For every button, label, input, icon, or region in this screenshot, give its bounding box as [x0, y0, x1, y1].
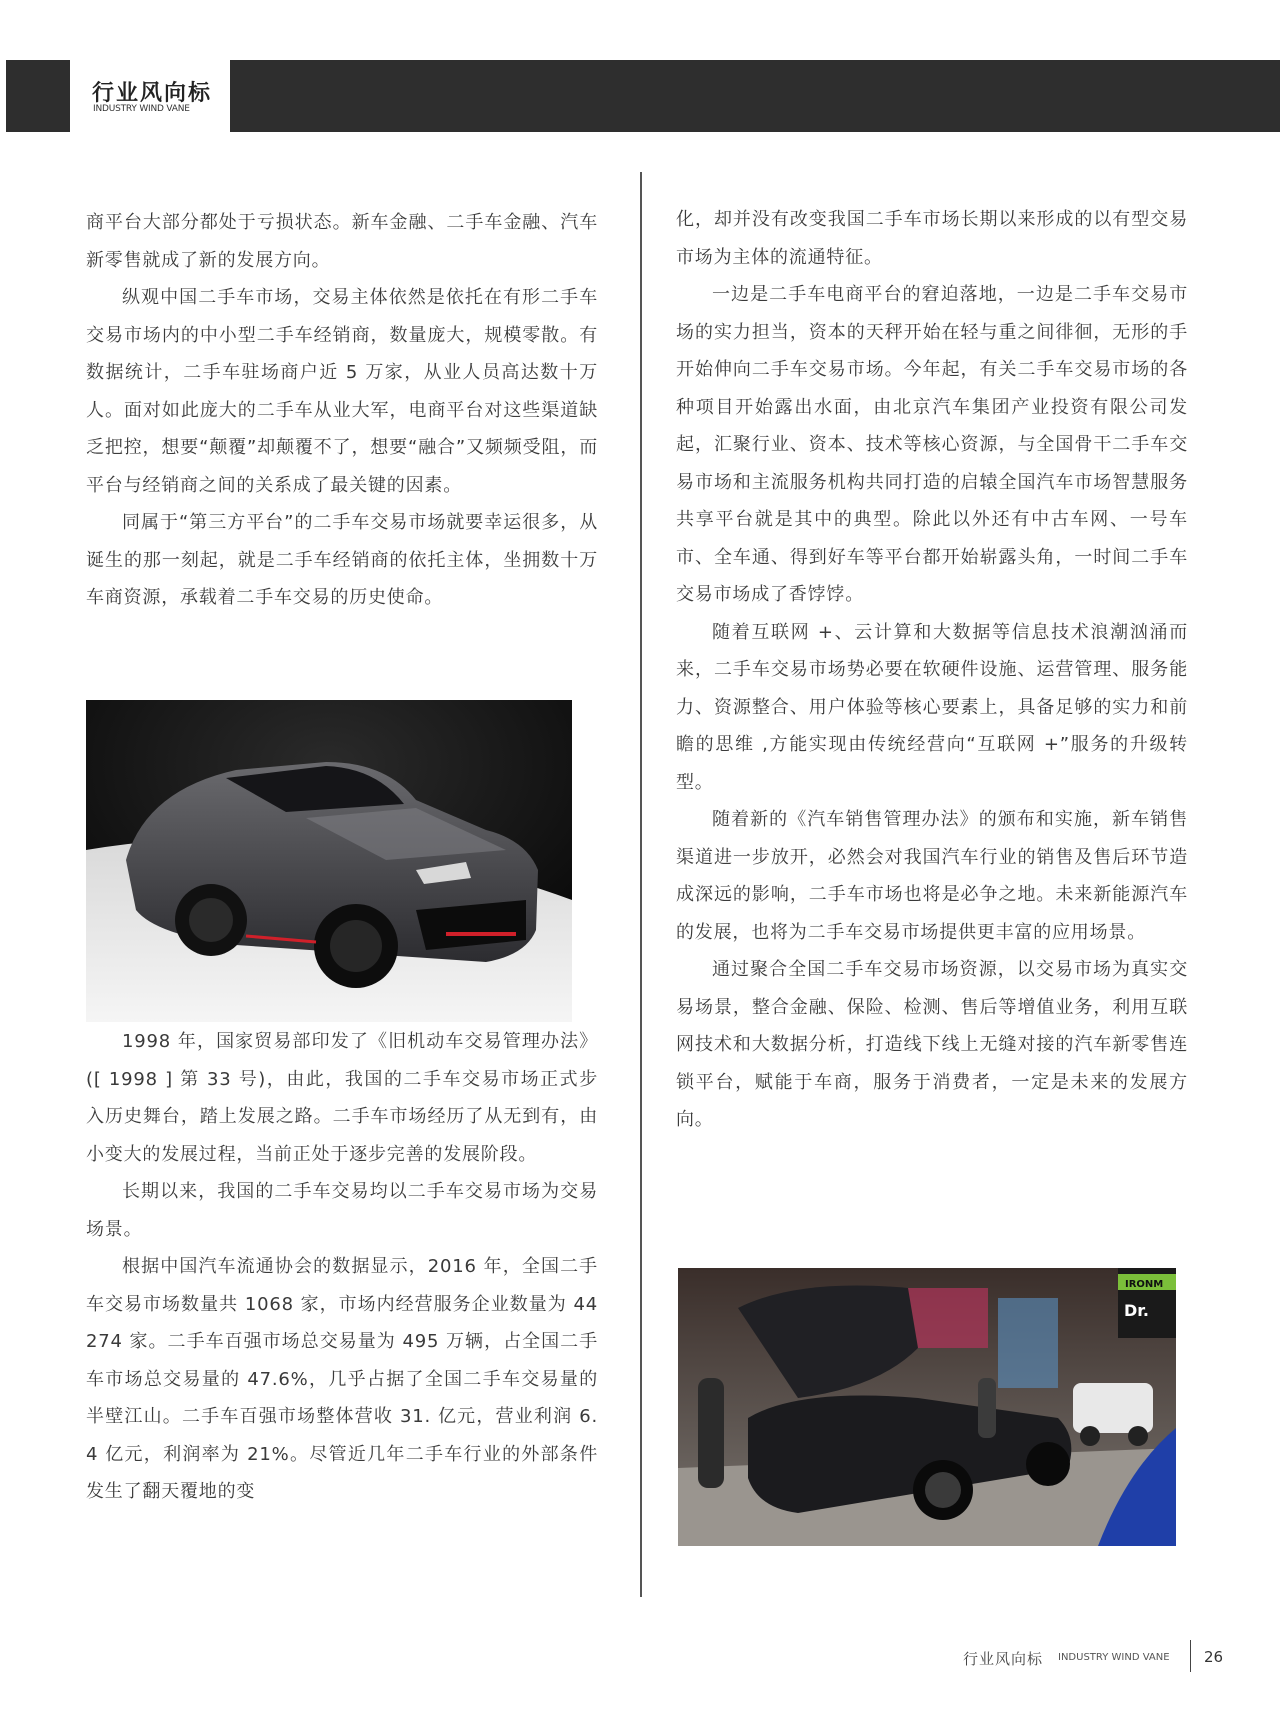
sign-ironm-text: IRONM	[1125, 1279, 1164, 1290]
paragraph: 1998 年，国家贸易部印发了《旧机动车交易管理办法》([ 1998 ] 第 33 号)，由此，我国的二手车交易市场正式步入历史舞台，踏上发展之路。二手车市场经历了从无到有，由小变大的发展过程，当前正处于逐步完善的发展阶段。	[86, 1031, 598, 1165]
left-column-bottom	[86, 1023, 598, 1511]
paragraph: 随着互联网 +、云计算和大数据等信息技术浪潮汹涌而来，二手车交易市场势必要在软硬件设施、运营管理、服务能力、资源整合、用户体验等核心要素上，具备足够的实力和前瞻的思维 ,方能实现由传统经营向“互联网 +”服务的升级转型。	[676, 621, 1188, 793]
section-subtitle: INDUSTRY WIND VANE	[93, 104, 190, 114]
paragraph: 根据中国汽车流通协会的数据显示，2016 年，全国二手车交易市场数量共 1068 家，市场内经营服务企业数量为 44274 家。二手车百强市场总交易量为 495 万辆，占全国二手车市场总交易量的 47.6%，几乎占据了全国二手车交易量的半壁江山。二手车百强市场整体营收 31. 亿元，营业利润 6.4 亿元，利润率为 21%。尽管近几年二手车行业的外部条件发生了翻天覆地的变	[86, 1256, 598, 1502]
footer-section-title: 行业风向标	[963, 1650, 1044, 1668]
paragraph: 一边是二手车电商平台的窘迫落地，一边是二手车交易市场的实力担当，资本的天秤开始在轻与重之间徘徊，无形的手开始伸向二手车交易市场。今年起，有关二手车交易市场的各种项目开始露出水面，由北京汽车集团产业投资有限公司发起，汇聚行业、资本、技术等核心资源，与全国骨干二手车交易市场和主流服务机构共同打造的启辕全国汽车市场智慧服务共享平台就是其中的典型。除此以外还有中古车网、一号车市、全车通、得到好车等平台都开始崭露头角，一时间二手车交易市场成了香饽饽。	[676, 284, 1188, 605]
car-photo-illustration	[86, 700, 572, 1022]
left-column-top	[86, 204, 598, 617]
sports-car-photo	[86, 700, 572, 1022]
right-column	[676, 201, 1188, 1139]
paragraph: 通过聚合全国二手车交易市场资源，以交易市场为真实交易场景，整合金融、保险、检测、售后等增值业务，利用互联网技术和大数据分析，打造线下线上无缝对接的汽车新零售连锁平台，赋能于车商，服务于消费者，一定是未来的发展方向。	[676, 959, 1188, 1130]
column-divider	[640, 172, 642, 1597]
paragraph: 随着新的《汽车销售管理办法》的颁布和实施，新车销售渠道进一步放开，必然会对我国汽车行业的销售及售后环节造成深远的影响，二手车市场也将是必争之地。未来新能源汽车的发展，也将为二手车交易市场提供更丰富的应用场景。	[676, 809, 1188, 943]
car-show-illustration	[678, 1268, 1176, 1546]
car-show-photo	[678, 1268, 1176, 1546]
paragraph: 同属于“第三方平台”的二手车交易市场就要幸运很多，从诞生的那一刻起，就是二手车经销商的依托主体，坐拥数十万车商资源，承载着二手车交易的历史使命。	[86, 512, 598, 608]
footer-divider	[1190, 1640, 1191, 1672]
sign-dr-text: Dr.	[1124, 1301, 1149, 1320]
paragraph: 长期以来，我国的二手车交易均以二手车交易市场为交易场景。	[86, 1181, 598, 1240]
paragraph: 商平台大部分都处于亏损状态。新车金融、二手车金融、汽车新零售就成了新的发展方向。	[86, 212, 598, 271]
paragraph: 纵观中国二手车市场，交易主体依然是依托在有形二手车交易市场内的中小型二手车经销商，数量庞大，规模零散。有数据统计，二手车驻场商户近 5 万家，从业人员高达数十万人。面对如此庞大的二手车从业大军，电商平台对这些渠道缺乏把控，想要“颠覆”却颠覆不了，想要“融合”又频频受阻，而平台与经销商之间的关系成了最关键的因素。	[86, 287, 598, 496]
section-title: 行业风向标	[92, 81, 213, 106]
footer-section-subtitle: INDUSTRY WIND VANE	[1058, 1652, 1170, 1663]
page-number: 26	[1204, 1648, 1224, 1666]
paragraph: 化，却并没有改变我国二手车市场长期以来形成的以有型交易市场为主体的流通特征。	[676, 209, 1188, 268]
